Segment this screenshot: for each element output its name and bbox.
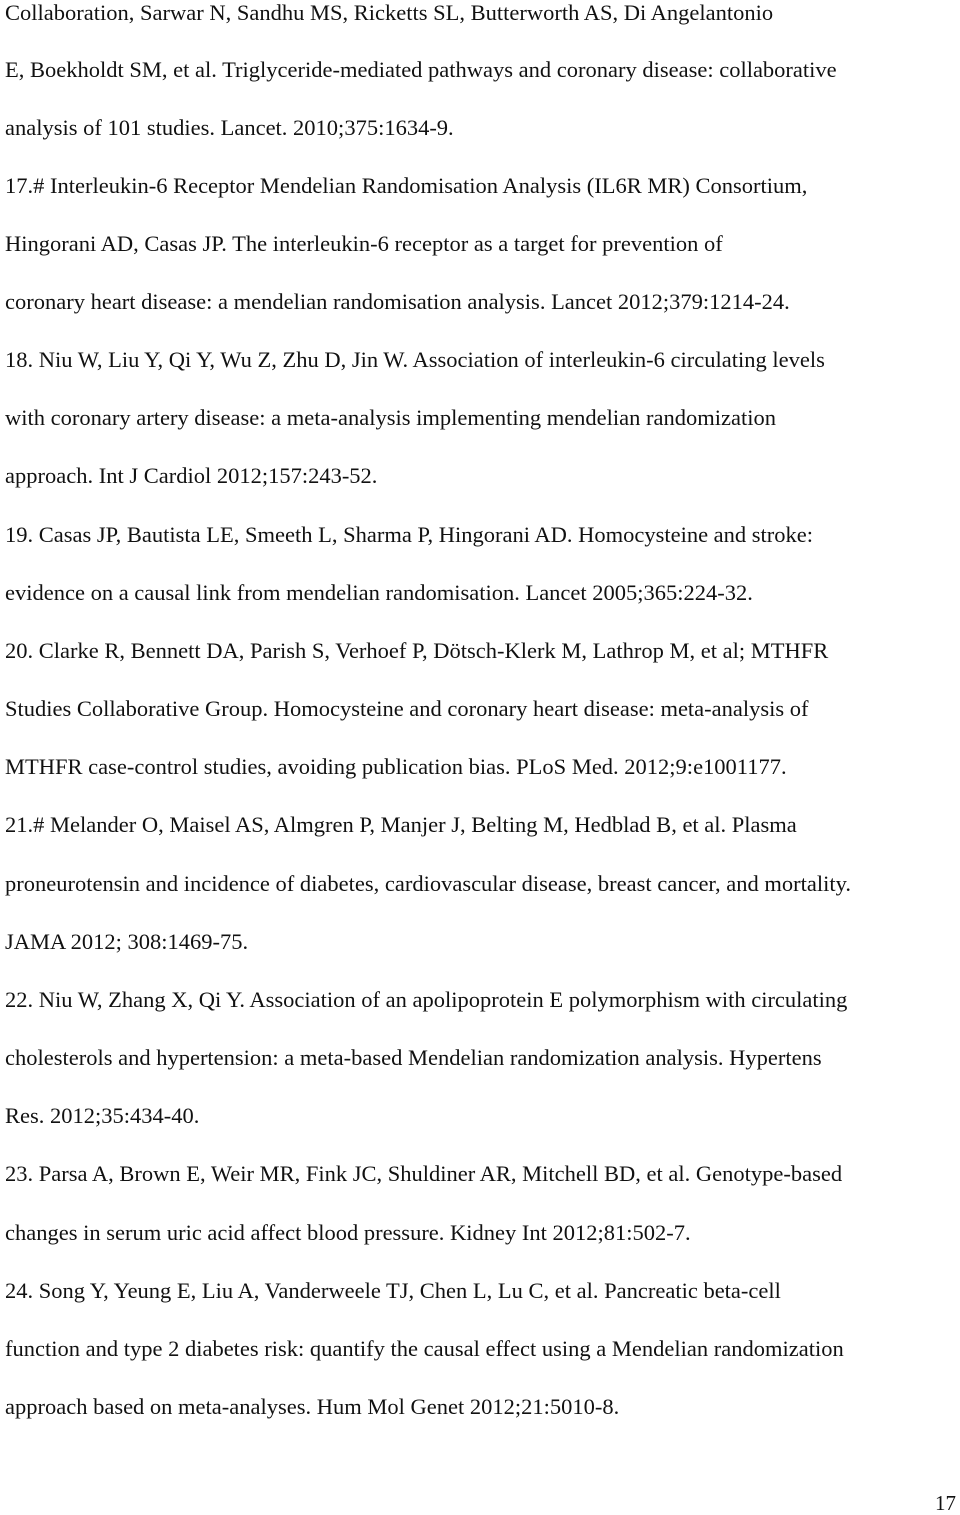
reference-text-line: evidence on a causal link from mendelian randomisation. Lancet 2005;365:224-32. [5,580,753,605]
reference-17-line: 17.# Interleukin-6 Receptor Mendelian Randomisation Analysis (IL6R MR) Consortium, [5,173,808,198]
reference-22-line: 22. Niu W, Zhang X, Qi Y. Association of an apolipoprotein E polymorphism with circulating [5,987,848,1012]
reference-text-line: coronary heart disease: a mendelian randomisation analysis. Lancet 2012;379:1214-24. [5,289,790,314]
reference-text-line: analysis of 101 studies. Lancet. 2010;375:1634-9. [5,115,454,140]
reference-text-line: cholesterols and hypertension: a meta-based Mendelian randomization analysis. Hypertens [5,1045,822,1070]
reference-20-line: 20. Clarke R, Bennett DA, Parish S, Verhoef P, Dötsch-Klerk M, Lathrop M, et al; MTHFR [5,638,829,663]
reference-text-line: JAMA 2012; 308:1469-75. [5,929,249,954]
reference-text-line: proneurotensin and incidence of diabetes, cardiovascular disease, breast cancer, and mortality. [5,871,852,896]
reference-24-line: 24. Song Y, Yeung E, Liu A, Vanderweele TJ, Chen L, Lu C, et al. Pancreatic beta-cell [5,1278,781,1303]
page-number: 17 [935,1491,956,1515]
reference-text-line: Hingorani AD, Casas JP. The interleukin-6 receptor as a target for prevention of [5,231,723,256]
reference-text-line: approach based on meta-analyses. Hum Mol Genet 2012;21:5010-8. [5,1394,620,1419]
reference-text-line: function and type 2 diabetes risk: quantify the causal effect using a Mendelian randomization [5,1336,844,1361]
reference-text-line: Res. 2012;35:434-40. [5,1103,200,1128]
reference-text-line: approach. Int J Cardiol 2012;157:243-52. [5,463,378,488]
reference-text-line: MTHFR case-control studies, avoiding publication bias. PLoS Med. 2012;9:e1001177. [5,754,787,779]
reference-text-line: E, Boekholdt SM, et al. Triglyceride-mediated pathways and coronary disease: collaborative [5,57,837,82]
reference-21-line: 21.# Melander O, Maisel AS, Almgren P, Manjer J, Belting M, Hedblad B, et al. Plasma [5,812,797,837]
reference-18-line: 18. Niu W, Liu Y, Qi Y, Wu Z, Zhu D, Jin W. Association of interleukin-6 circulating levels [5,347,825,372]
reference-text-line: Collaboration, Sarwar N, Sandhu MS, Ricketts SL, Butterworth AS, Di Angelantonio [5,0,774,25]
reference-text-line: Studies Collaborative Group. Homocysteine and coronary heart disease: meta-analysis of [5,696,809,721]
reference-19-line: 19. Casas JP, Bautista LE, Smeeth L, Sharma P, Hingorani AD. Homocysteine and stroke: [5,522,814,547]
reference-23-line: 23. Parsa A, Brown E, Weir MR, Fink JC, Shuldiner AR, Mitchell BD, et al. Genotype-based [5,1161,843,1186]
reference-text-line: changes in serum uric acid affect blood pressure. Kidney Int 2012;81:502-7. [5,1220,691,1245]
reference-text-line: with coronary artery disease: a meta-analysis implementing mendelian randomization [5,405,776,430]
